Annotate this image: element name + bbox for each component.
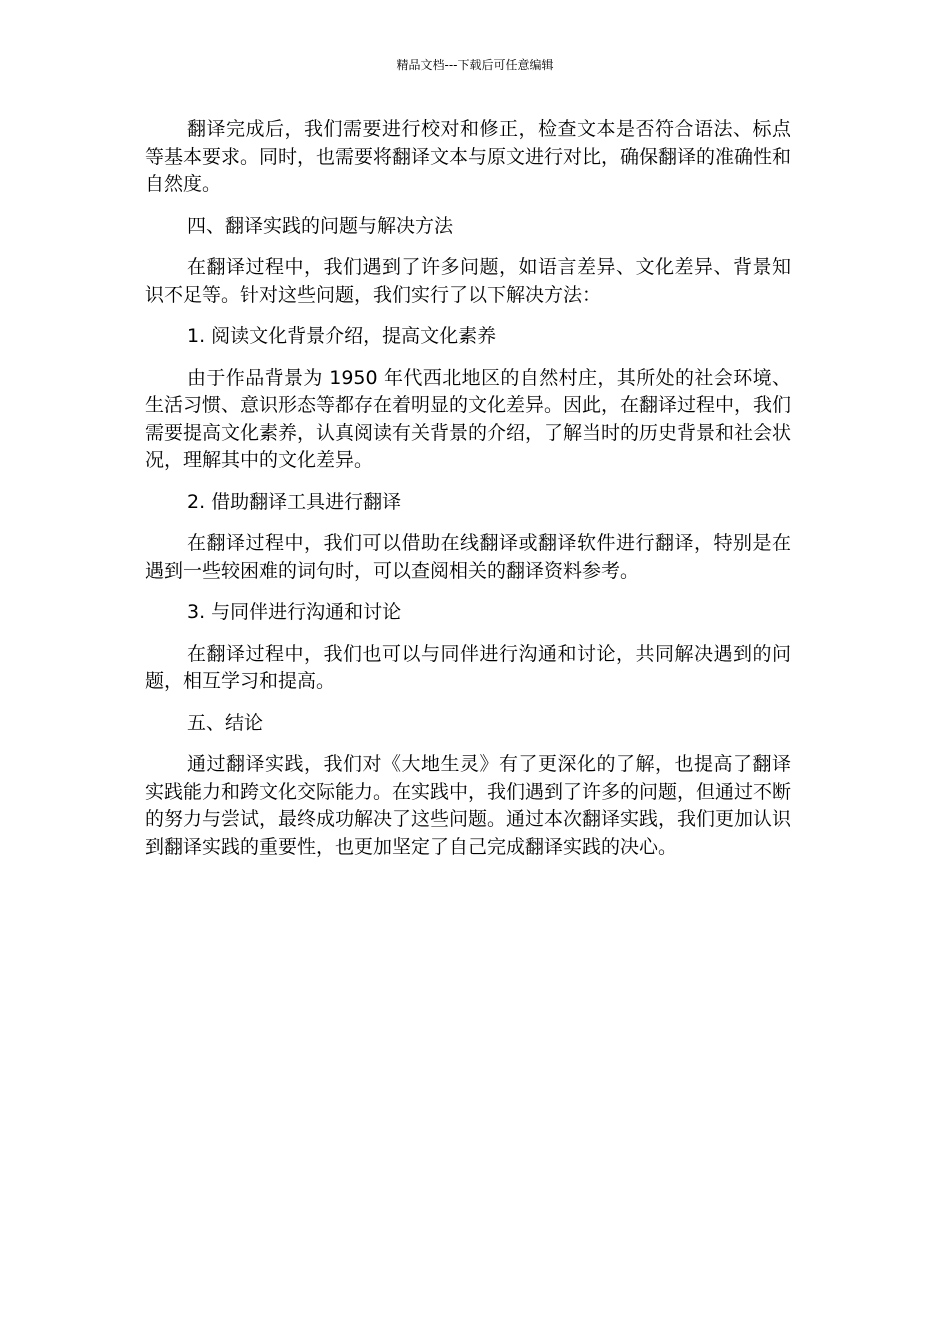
document-body (145, 116, 791, 875)
page-header: 精品文档---下载后可任意编辑 (396, 58, 554, 72)
section-heading-4: 四、翻译实践的问题与解决方法 (187, 214, 454, 237)
paragraph-conclusion: 通过翻译实践，我们对《大地生灵》有了更深化的了解，也提高了翻译实践能力和跨文化交际能力。在实践中，我们遇到了许多的问题，但通过不断的努力与尝试，最终成功解决了这些问题。通过本次翻译实践，我们更加认识到翻译实践的重要性，也更加坚定了自己完成翻译实践的决心。 (145, 753, 792, 858)
section-heading-5: 五、结论 (187, 711, 264, 734)
paragraph-cultural-background: 由于作品背景为 1950 年代西北地区的自然村庄，其所处的社会环境、生活习惯、意识形态等都存在着明显的文化差异。因此，在翻译过程中，我们需要提高文化素养，认真阅读有关背景的介绍，了解当时的历史背景和社会状况，理解其中的文化差异。 (145, 366, 792, 471)
subheading-3: 3. 与同伴进行沟通和讨论 (187, 601, 402, 623)
paragraph-problems-intro: 在翻译过程中，我们遇到了许多问题，如语言差异、文化差异、背景知识不足等。针对这些问题，我们实行了以下解决方法： (145, 256, 791, 306)
paragraph-peer-discussion: 在翻译过程中，我们也可以与同伴进行沟通和讨论，共同解决遇到的问题，相互学习和提高。 (145, 642, 791, 692)
subheading-1: 1. 阅读文化背景介绍，提高文化素养 (187, 325, 497, 347)
paragraph-proofreading: 翻译完成后，我们需要进行校对和修正，检查文本是否符合语法、标点等基本要求。同时，也需要将翻译文本与原文进行对比，确保翻译的准确性和自然度。 (145, 118, 792, 195)
subheading-2: 2. 借助翻译工具进行翻译 (187, 490, 402, 513)
paragraph-translation-tools: 在翻译过程中，我们可以借助在线翻译或翻译软件进行翻译，特别是在遇到一些较困难的词句时，可以查阅相关的翻译资料参考。 (145, 532, 791, 582)
